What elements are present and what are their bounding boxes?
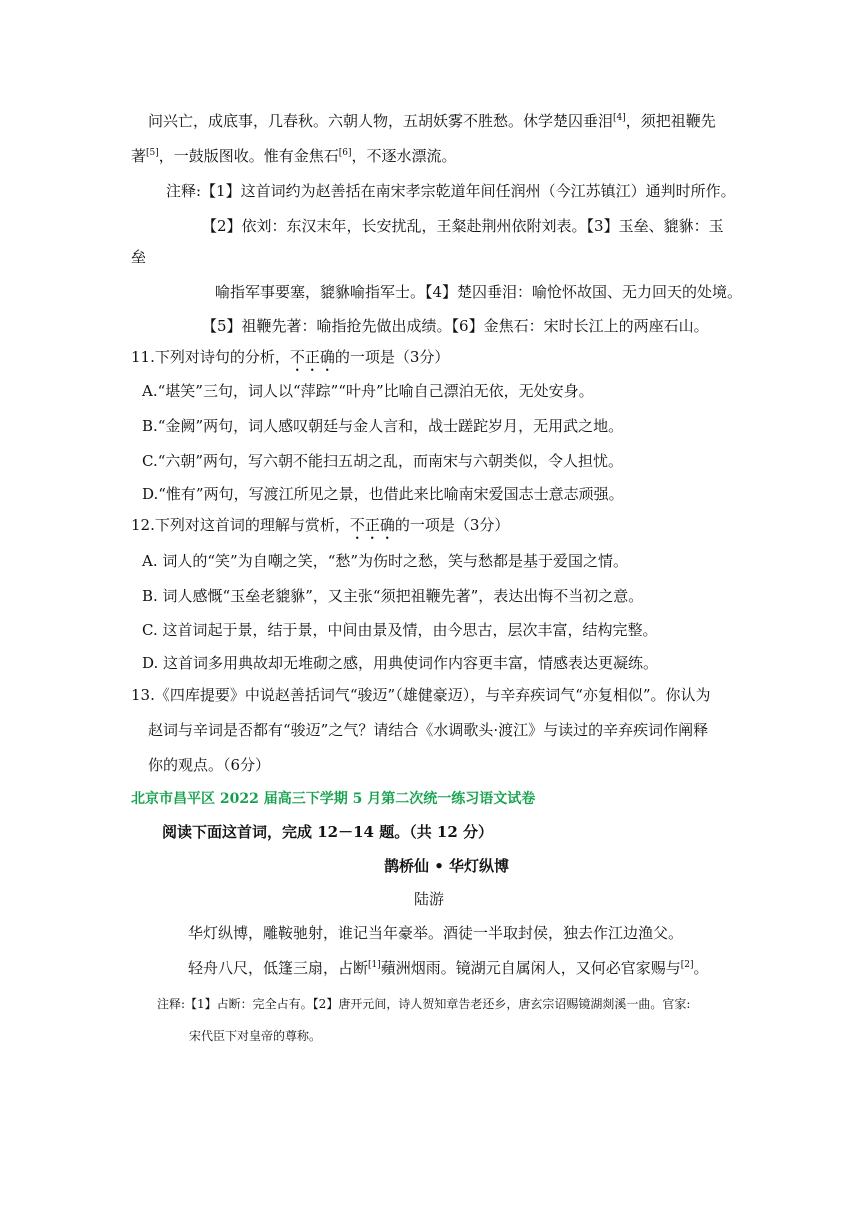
q11-option-d: D.“惟有”两句，写渡江所见之景，也借此来比喻南宋爱国志士意志顽强。 [142,485,624,503]
q12-stem-a: 12.下列对这首词的理解与赏析， [131,516,350,534]
poem2-line2-b: 蘋洲烟雨。镜湖元自属闲人，又何必官家赐与 [380,959,681,977]
poem2-note-ref-1: [1] [368,960,381,970]
q12-stem-b: 的一项是（3分） [394,516,510,534]
q11-stem-b: 的一项是（3分） [334,348,450,366]
note-ref-6: [6] [338,148,352,158]
notes1-line-1: 注释:【1】这首词约为赵善括在南宋孝宗乾道年间任润州（今江苏镇江）通判时所作。 [166,182,736,200]
q11-stem-a: 11.下列对诗句的分析， [131,348,290,366]
notes2-line-2: 宋代臣下对皇帝的尊称。 [189,1029,322,1043]
note-ref-4: [4] [613,113,626,123]
q11-stem [131,347,449,375]
q11-option-a: A.“堪笑”三句，词人以“萍踪”“叶舟”比喻自己漂泊无依，无处安身。 [142,382,594,400]
q12-option-c: C. 这首词起于景，结于景，中间由景及情，由今思古，层次丰富，结构完整。 [142,621,658,639]
q12-option-a: A. 词人的“笑”为自嘲之笑，“愁”为伤时之愁，笑与愁都是基于爱国之情。 [142,552,629,570]
poem2-note-ref-2: [2] [680,960,694,970]
q12-option-b: B. 词人感慨“玉垒老貔貅”，又主张“须把祖鞭先著”，表达出悔不当初之意。 [142,587,644,605]
reading-instruction: 阅读下面这首词，完成 12－14 题。（共 12 分） [162,823,494,841]
poem1-line1-b: ，须把祖鞭先 [625,112,716,130]
notes2-line-1: 注释:【1】占断：完全占有。【2】唐开元间，诗人贺知章告老还乡，唐玄宗诏赐镜湖剡溪一曲。官家: [157,997,691,1011]
poem1-line1-a: 问兴亡，成底事，几春秋。六朝人物，五胡妖雾不胜愁。休学楚囚垂泪 [148,112,614,130]
poem2-line2-c: 。 [693,959,709,977]
poem1-line2 [131,146,457,166]
poem2-line-2 [188,958,709,978]
poem2-author: 陆游 [414,890,445,908]
notes1-line-4: 喻指军事要塞，貔貅喻指军士。【4】楚囚垂泪：喻怆怀故国、无力回天的处境。 [215,283,743,301]
q12-stem-emphasis: 不正确 [349,516,395,534]
poem2-line-1: 华灯纵博，雕鞍驰射，谁记当年豪举。酒徒一半取封侯，独去作江边渔父。 [188,924,684,942]
note-ref-5: [5] [146,148,159,158]
notes1-line-2: 【2】依刘：东汉末年，长安扰乱，王粲赴荆州依附刘表。【3】玉垒、貔貅：玉 [202,217,724,235]
notes1-line-5: 【5】祖鞭先著：喻指抢先做出成绩。【6】金焦石：宋时长江上的两座石山。 [202,317,709,335]
poem1-line2-b: ，一鼓版图收。惟有金焦石 [158,147,339,165]
q13-line-2: 赵词与辛词是否都有“骏迈”之气？请结合《水调歌头·渡江》与读过的辛弃疾词作阐释 [148,721,709,739]
q11-option-c: C.“六朝”两句，写六朝不能扫五胡之乱，而南宋与六朝类似，令人担忧。 [142,452,624,470]
source-title: 北京市昌平区 2022 届高三下学期 5 月第二次统一练习语文试卷 [131,791,536,807]
notes1-line-3: 垒 [131,248,147,266]
poem1-line1 [148,111,716,131]
q12-stem [131,515,509,543]
poem2-line2-a: 轻舟八尺，低篷三扇，占断 [188,959,369,977]
q12-option-d: D. 这首词多用典故却无堆砌之感，用典使词作内容更丰富，情感表达更凝练。 [142,654,659,672]
poem2-title: 鹊桥仙 • 华灯纵博 [384,857,510,875]
poem1-line2-c: ，不逐水漂流。 [351,147,457,165]
q13-line-3: 你的观点。（6分） [148,756,271,774]
q11-option-b: B.“金阙”两句，词人感叹朝廷与金人言和，战士蹉跎岁月，无用武之地。 [142,417,624,435]
poem1-line2-a: 著 [131,147,147,165]
q11-stem-emphasis: 不正确 [289,348,335,366]
q13-line-1: 13.《四库提要》中说赵善括词气“骏迈”（雄健豪迈），与辛弃疾词气“亦复相似”。你认为 [131,686,711,704]
